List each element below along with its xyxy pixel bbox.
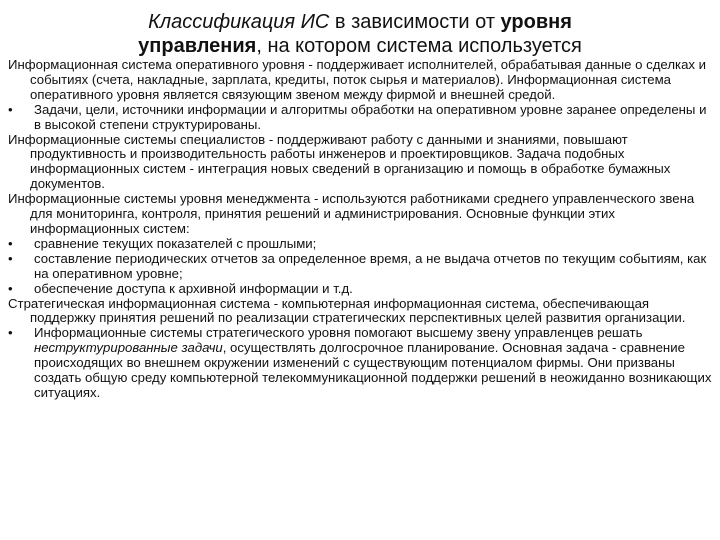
paragraph: Информационная система оперативного уровня - поддерживает исполнителей, обрабатывая данные о сделках и событиях (счета, накладные, зарплата, кредиты, поток сырья и материалов). Информационная система оперативного уровня является связующим звеном между фирмой и внешней средой.	[8, 57, 707, 102]
title-plain-part-2: , на котором система используется	[256, 35, 582, 57]
bullet-icon: •	[8, 280, 13, 296]
bullet-item	[8, 237, 712, 252]
bullet-text: составление периодических отчетов за определенное время, а не выдача отчетов по текущим событиям, как на оперативном уровне;	[34, 250, 707, 281]
bullet-text: сравнение текущих показателей с прошлыми;	[34, 235, 317, 251]
bullet-item	[8, 103, 712, 133]
title-bold-part: уровня	[500, 11, 572, 33]
bullet-item	[8, 282, 712, 297]
emphasized-text: неструктурированные задачи	[34, 340, 223, 356]
bullet-text: Информационные системы стратегического уровня помогают высшему звену управленцев решать	[34, 325, 643, 341]
bullet-icon: •	[8, 101, 13, 117]
slide-title	[8, 0, 712, 58]
bullet-text: , осуществлять долгосрочное планирование. Основная задача - сравнение происходящих во внешнем окружении изменений с существующим потенциалом фирмы. Они призваны создать общую среду компьютерной телекоммуникационной поддержки решений в неожиданно возникающих ситуациях.	[34, 340, 712, 400]
bullet-icon: •	[8, 325, 13, 341]
paragraph: Стратегическая информационная система - компьютерная информационная система, обеспечивающая поддержку принятия решений по реализации стратегических перспективных целей развития организации.	[8, 295, 686, 326]
slide-body	[8, 58, 712, 401]
bullet-icon: •	[8, 250, 13, 266]
bullet-icon: •	[8, 235, 13, 251]
bullet-item-strategic	[8, 326, 712, 401]
title-bold-part-2: управления	[138, 35, 257, 57]
title-plain-part: в зависимости от	[329, 11, 501, 33]
bullet-text: Задачи, цели, источники информации и алгоритмы обработки на оперативном уровне заранее определены и в высокой степени структурированы.	[34, 101, 707, 132]
bullet-text: обеспечение доступа к архивной информации и т.д.	[34, 280, 353, 296]
paragraph: Информационные системы специалистов - поддерживают работу с данными и знаниями, повышают продуктивность и производительность работы инженеров и проектировщиков. Задача подобных информационных систем - интеграция новых сведений в организацию и помощь в обработке бумажных документов.	[8, 131, 671, 192]
bullet-item	[8, 252, 712, 282]
title-italic-part: Классификация ИС	[148, 11, 330, 33]
paragraph: Информационные системы уровня менеджмента - используются работниками среднего управленческого звена для мониторинга, контроля, принятия решений и администрирования. Основные функции этих информационных систем:	[8, 191, 695, 236]
